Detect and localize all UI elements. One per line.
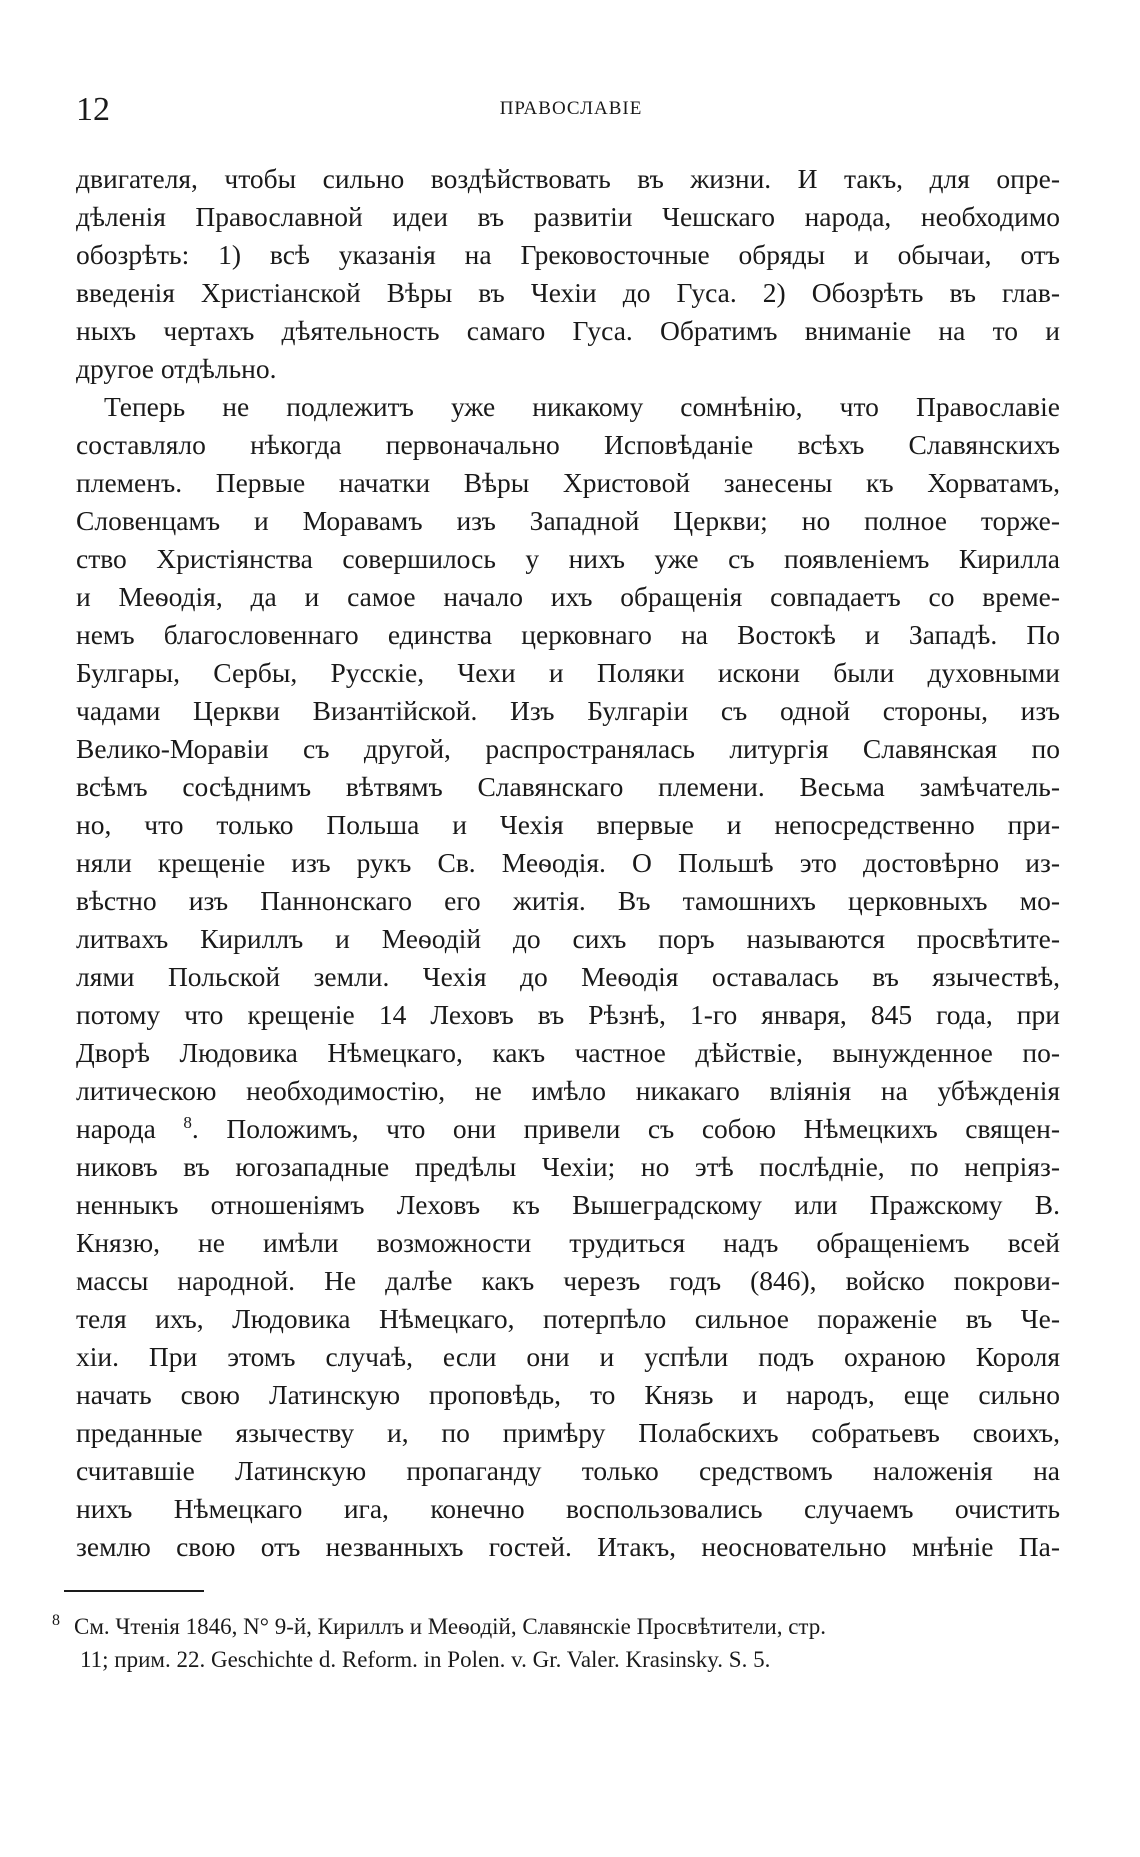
text-fragment: Положимъ, что они привели съ собою Нѣмецкихъ священ-: [226, 1113, 1061, 1144]
text-line: нихъ Нѣмецкаго ига, конечно воспользовались случаемъ очистить: [76, 1493, 1060, 1524]
page-number: 12: [76, 91, 110, 128]
text-line: хіи. При этомъ случаѣ, если они и успѣли подъ охраною Короля: [76, 1341, 1060, 1372]
text-line: никовъ въ югозападные предѣлы Чехіи; но этѣ послѣдніе, по непріяз-: [76, 1151, 1060, 1182]
text-line: вѣстно изъ Паннонскаго его житія. Въ тамошнихъ церковныхъ мо-: [76, 885, 1060, 916]
text-line: Велико-Моравіи съ другой, распространялась литургія Славянская по: [76, 733, 1060, 764]
text-line: землю свою отъ незванныхъ гостей. Итакъ, неосновательно мнѣніе Па-: [76, 1531, 1060, 1562]
footnote-line: 8 См. Чтенія 1846, N° 9-й, Кириллъ и Меѳодій, Славянскіе Просвѣтители, стр.: [52, 1612, 827, 1639]
body-text: [76, 160, 1060, 1566]
text-line: массы народной. Не далѣе какъ черезъ годъ (846), войско покрови-: [76, 1265, 1060, 1296]
text-line: теля ихъ, Людовика Нѣмецкаго, потерпѣло сильное пораженіе въ Че-: [76, 1303, 1060, 1334]
text-line: но, что только Польша и Чехія впервые и непосредственно при-: [76, 809, 1060, 840]
text-line: племенъ. Первые начатки Вѣры Христовой занесены къ Хорватамъ,: [76, 467, 1060, 498]
text-line-with-footnote-ref: народа $^8$. Положимъ, что они привели съ собою Нѣмецкихъ священ-: [76, 1112, 1061, 1144]
text-line: начать свою Латинскую проповѣдь, то Князь и народъ, еще сильно: [76, 1379, 1060, 1410]
footnote-text: См. Чтенія 1846, N° 9-й, Кириллъ и Меѳодій, Славянскіе Просвѣтители, стр.: [74, 1614, 827, 1639]
text-line: чадами Церкви Византійской. Изъ Булгаріи съ одной стороны, изъ: [76, 695, 1060, 726]
footnote-divider: [64, 1590, 204, 1592]
text-line: составляло нѣкогда первоначально Исповѣданіе всѣхъ Славянскихъ: [76, 429, 1060, 460]
text-line: преданные язычеству и, по примѣру Полабскихъ собратьевъ своихъ,: [76, 1417, 1060, 1448]
text-line: другое отдѣльно.: [76, 353, 277, 384]
text-line: и Меѳодія, да и самое начало ихъ обращенія совпадаетъ со време-: [76, 581, 1060, 612]
text-line: няли крещеніе изъ рукъ Св. Меѳодія. О Польшѣ это достовѣрно из-: [76, 847, 1060, 878]
text-line: обозрѣть: 1) всѣ указанія на Грековосточные обряды и обычаи, отъ: [76, 239, 1060, 270]
text-line: немъ благословеннаго единства церковнаго на Востокѣ и Западѣ. По: [76, 619, 1060, 650]
text-line: потому что крещеніе 14 Леховъ въ Рѣзнѣ, 1-го января, 845 года, при: [76, 999, 1060, 1030]
text-line: ненныкъ отношеніямъ Леховъ къ Вышеградскому или Пражскому В.: [76, 1189, 1060, 1220]
text-line: Булгары, Сербы, Русскіе, Чехи и Поляки искони были духовными: [76, 657, 1060, 688]
text-line: лями Польской земли. Чехія до Меѳодія оставалась въ язычествѣ,: [76, 961, 1060, 992]
text-line: Князю, не имѣли возможности трудиться надъ обращеніемъ всей: [76, 1227, 1060, 1258]
text-line: литвахъ Кириллъ и Меѳодій до сихъ поръ называются просвѣтите-: [76, 923, 1060, 954]
page-header: [76, 90, 1066, 130]
running-head: ПРАВОСЛАВІЕ: [499, 98, 643, 119]
footnotes: [52, 1610, 1052, 1676]
text-line: всѣмъ сосѣднимъ вѣтвямъ Славянскаго племени. Весьма замѣчатель-: [76, 771, 1060, 802]
text-line: Словенцамъ и Моравамъ изъ Западной Церкви; но полное торже-: [76, 505, 1060, 536]
text-line: введенія Христіанской Вѣры въ Чехіи до Гуса. 2) Обозрѣть въ глав-: [76, 277, 1060, 308]
text-line: дѣленія Православной идеи въ развитіи Чешскаго народа, необходимо: [76, 201, 1060, 232]
footnote-line: 11; прим. 22. Geschichte d. Reform. in Polen. v. Gr. Valer. Krasinsky. S. 5.: [80, 1647, 771, 1672]
footnote-reference[interactable]: 8: [183, 1112, 192, 1132]
text-line: Теперь не подлежитъ уже никакому сомнѣнію, что Православіе: [104, 391, 1060, 422]
text-line: считавшіе Латинскую пропаганду только средствомъ наложенія на: [76, 1455, 1060, 1486]
text-line: ныхъ чертахъ дѣятельность самаго Гуса. Обратимъ вниманіе на то и: [76, 315, 1060, 346]
text-fragment: народа: [76, 1113, 156, 1144]
text-line: литическою необходимостію, не имѣло никакаго вліянія на убѣжденія: [76, 1075, 1060, 1106]
text-line: ство Христіянства совершилось у нихъ уже съ появленіемъ Кирилла: [76, 543, 1060, 574]
text-line: двигателя, чтобы сильно воздѣйствовать въ жизни. И такъ, для опре-: [76, 163, 1060, 194]
text-line: Дворѣ Людовика Нѣмецкаго, какъ частное дѣйствіе, вынужденное по-: [76, 1037, 1060, 1068]
